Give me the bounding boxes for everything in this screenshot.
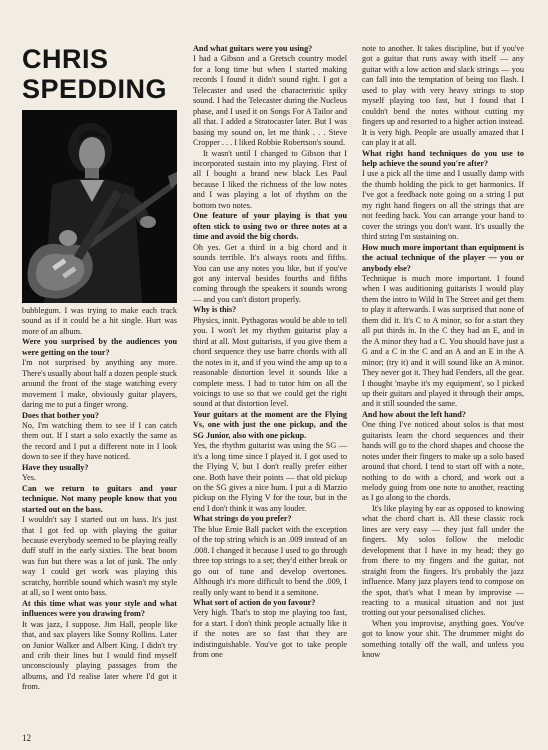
interview-question: And how about the left hand? xyxy=(362,409,466,419)
title-line-2: SPEDDING xyxy=(22,74,168,104)
interview-answer: It was jazz, I suppose. Jim Hall, people like that, and sax players like Sonny Rollins. Later on Junior Walker and Albert King. I didn't try and crib their lines but I would find myself unconsciously playing passages from the albums, and I'd realise later where I'd got it from. xyxy=(22,619,177,692)
interview-answer: Oh yes. Get a third in a big chord and it sounds terrible. It's always roots and fifths. You can use any notes you like, but if you've got any interval besides fourths and fifths coming through the speakers it sounds wrong — and you can't distort properly. xyxy=(193,242,347,304)
column-1-paragraph: bubblegum. I was trying to make each track sound as if it could be a hit single. Hurt was more of an album. xyxy=(22,306,177,336)
interview-question: Does that bother you? xyxy=(22,410,99,420)
interview-answer: I had a Gibson and a Gretsch country model for a long time but when I started making records I found it didn't sound right. I got a Telecaster and used the characteristic spiky sound. I had the Telecaster during the Nucleus phase, and I used it on Songs For A Tailor and all that. I added a Stratocaster later. But I was basing my sound on, let me think . . . Steve Cropper . . . I liked Robbie Robertson's sound. xyxy=(193,54,347,148)
column-3 xyxy=(362,44,524,661)
interview-answer: Very high. That's to stop me playing too fast, for a start. I don't think people actually like it if the notes are so fast that they are indistinguishable. You've got to take people from one xyxy=(193,608,347,660)
guitarist-photo xyxy=(22,110,177,303)
interview-question: Why is this? xyxy=(193,305,237,315)
interview-question: At this time what was your style and what influences were you drawing from? xyxy=(22,598,177,619)
interview-answer: Physics, innit. Pythagoras would be able to tell you. I won't let my rhythm guitarist play a third at all. Most guitarists, if you give them a chord sequence they use barre chords with all the notes in it, and if you wind the amp up to a reasonable distortion level it sounds like a complete mess. I had to tutor him on all the voicings to use so that we could get the right sound at that distortion level. xyxy=(193,315,347,409)
guitarist-photo-illustration xyxy=(22,110,177,303)
interview-question: How much more important than equipment is the actual technique of the player — you or anybody else? xyxy=(362,242,524,273)
interview-answer: It wasn't until I changed to Gibson that I incorporated sustain into my playing. First of all I bought a brand new black Les Paul because I liked the richness of the low notes and I was playing a lot of rhythm on the bottom two notes. xyxy=(193,148,347,210)
article-title xyxy=(22,44,167,104)
interview-answer: I use a pick all the time and I usually damp with the thumb holding the pick to get harmonics. If I've got a feedback note going on a string I put my right hand fingers on all the strings that are not feeding back. You can arrange your hand to cover the strings you don't want. It's usually the third string I'm sustaining on. xyxy=(362,169,524,242)
interview-answer: Yes, the rhythm guitarist was using the SG — it's a long time since I played it. I got used to the Flying V, but I don't really prefer either one. Both have their points — that old pickup on the SG gives a nice hum. I put a di Marzio pickup on the Flying V for the tour, but in the end I don't think it was any louder. xyxy=(193,441,347,513)
interview-question: What sort of action do you favour? xyxy=(193,598,316,608)
interview-answer: I wouldn't say I started out on bass. It's just that I got fed up with playing the guitar because everybody seemed to be playing really duff stuff in the early sixties. The beat boom was fun but there was a lot of junk. The only way I could get work was playing this scratchy, horrible sound which wasn't my style at all, so I went onto bass. xyxy=(22,515,177,598)
interview-answer: When you improvise, anything goes. You've got to know your shit. The drummer might do something totally off the wall, and unless you know xyxy=(362,618,524,660)
page-number: 12 xyxy=(22,733,31,743)
interview-answer: It's like playing by ear as opposed to knowing what the chord chart is. All these classic rock lines are very easy — they just fall under the fingers. My solos follow the melodic development that I have in my head; they go from there to my fingers and the guitar, not straight from the fingers. It's probably the jazz influence. Many jazz players tend to compose on the spot, that's what I mean by improvise — reacting to a musical situation and not just trotting out your personalised cliches. xyxy=(362,503,524,618)
interview-question: Your guitars at the moment are the Flying Vs, one with just the one pickup, and the SG Junior, also with one pickup. xyxy=(193,409,347,440)
interview-answer: The blue Ernie Ball packet with the exception of the top string which is an .009 instead of an .008. I changed it because I used to go through three top strings to a set; they'd either break or go out of tune and develop overtones. Although it's more difficult to bend the .009, I really only want to bend it a semitone. xyxy=(193,524,347,597)
interview-question: What strings do you prefer? xyxy=(193,514,292,524)
interview-question: And what guitars were you using? xyxy=(193,44,313,53)
title-line-1: CHRIS xyxy=(22,44,109,74)
interview-question: Have they usually? xyxy=(22,462,89,472)
interview-question: Were you surprised by the audiences you were getting on the tour? xyxy=(22,337,177,357)
interview-question: One feature of your playing is that you often stick to using two or three notes at a time and avoid the big chords. xyxy=(193,211,347,242)
interview-question: What right hand techniques do you use to help achieve the sound you're after? xyxy=(362,148,524,168)
interview-answer: No, I'm watching them to see if I can catch them out. If I start a solo exactly the same as the record and I put a different note in I look down to see if they have noticed. xyxy=(22,420,177,462)
column-2 xyxy=(193,44,347,661)
interview-answer: I'm not surprised by anything any more. There's usually about half a dozen people stuck around the front of the stage watching every movement I make, obviously guitar players, daring me to put a finger wrong. xyxy=(22,358,177,410)
interview-answer: note to another. It takes discipline, but if you've got a guitar that runs away with itself — any guitar with a low action and slack strings — you can fall into the temptation of being too flash. I used to play with very heavy strings to stop myself playing too fast, but I found that I couldn't bend the notes without cutting my fingers up and resorted to a higher action instead. It is very high. People are usually amazed that I can play it at all. xyxy=(362,44,524,148)
interview-answer: One thing I've noticed about solos is that most guitarists learn the chord sequences and their hands will go to the chord shapes and choose the notes under their fingers to make up a solo based around that chord. I tend to start off with a note, nothing to do with a chord, and work out a melody going from one note to another, reacting as I go along to the chords. xyxy=(362,420,524,503)
interview-question: Can we return to guitars and your technique. Not many people know that you started out on the bass. xyxy=(22,483,177,514)
interview-answer: Technique is much more important. I found when I was auditioning guitarists I would play them the intro to Wild In The Street and get them to play it afterwards. I was surprised that none of them did it. It's C to A minor, so for a start they all put thirds in. In the C they had an E, and in the A minor they had a C. You should have just a G and a C in the C and an A and an E in the A minor; (try it) and it will sound like an A minor. They never got it. They had Fenders, all the gear. I thought 'maybe it's my equipment', so I picked up their guitars and played it through their amps, and it still sounded the same. xyxy=(362,273,524,409)
interview-answer: Yes. xyxy=(22,473,36,483)
column-1 xyxy=(22,306,177,693)
